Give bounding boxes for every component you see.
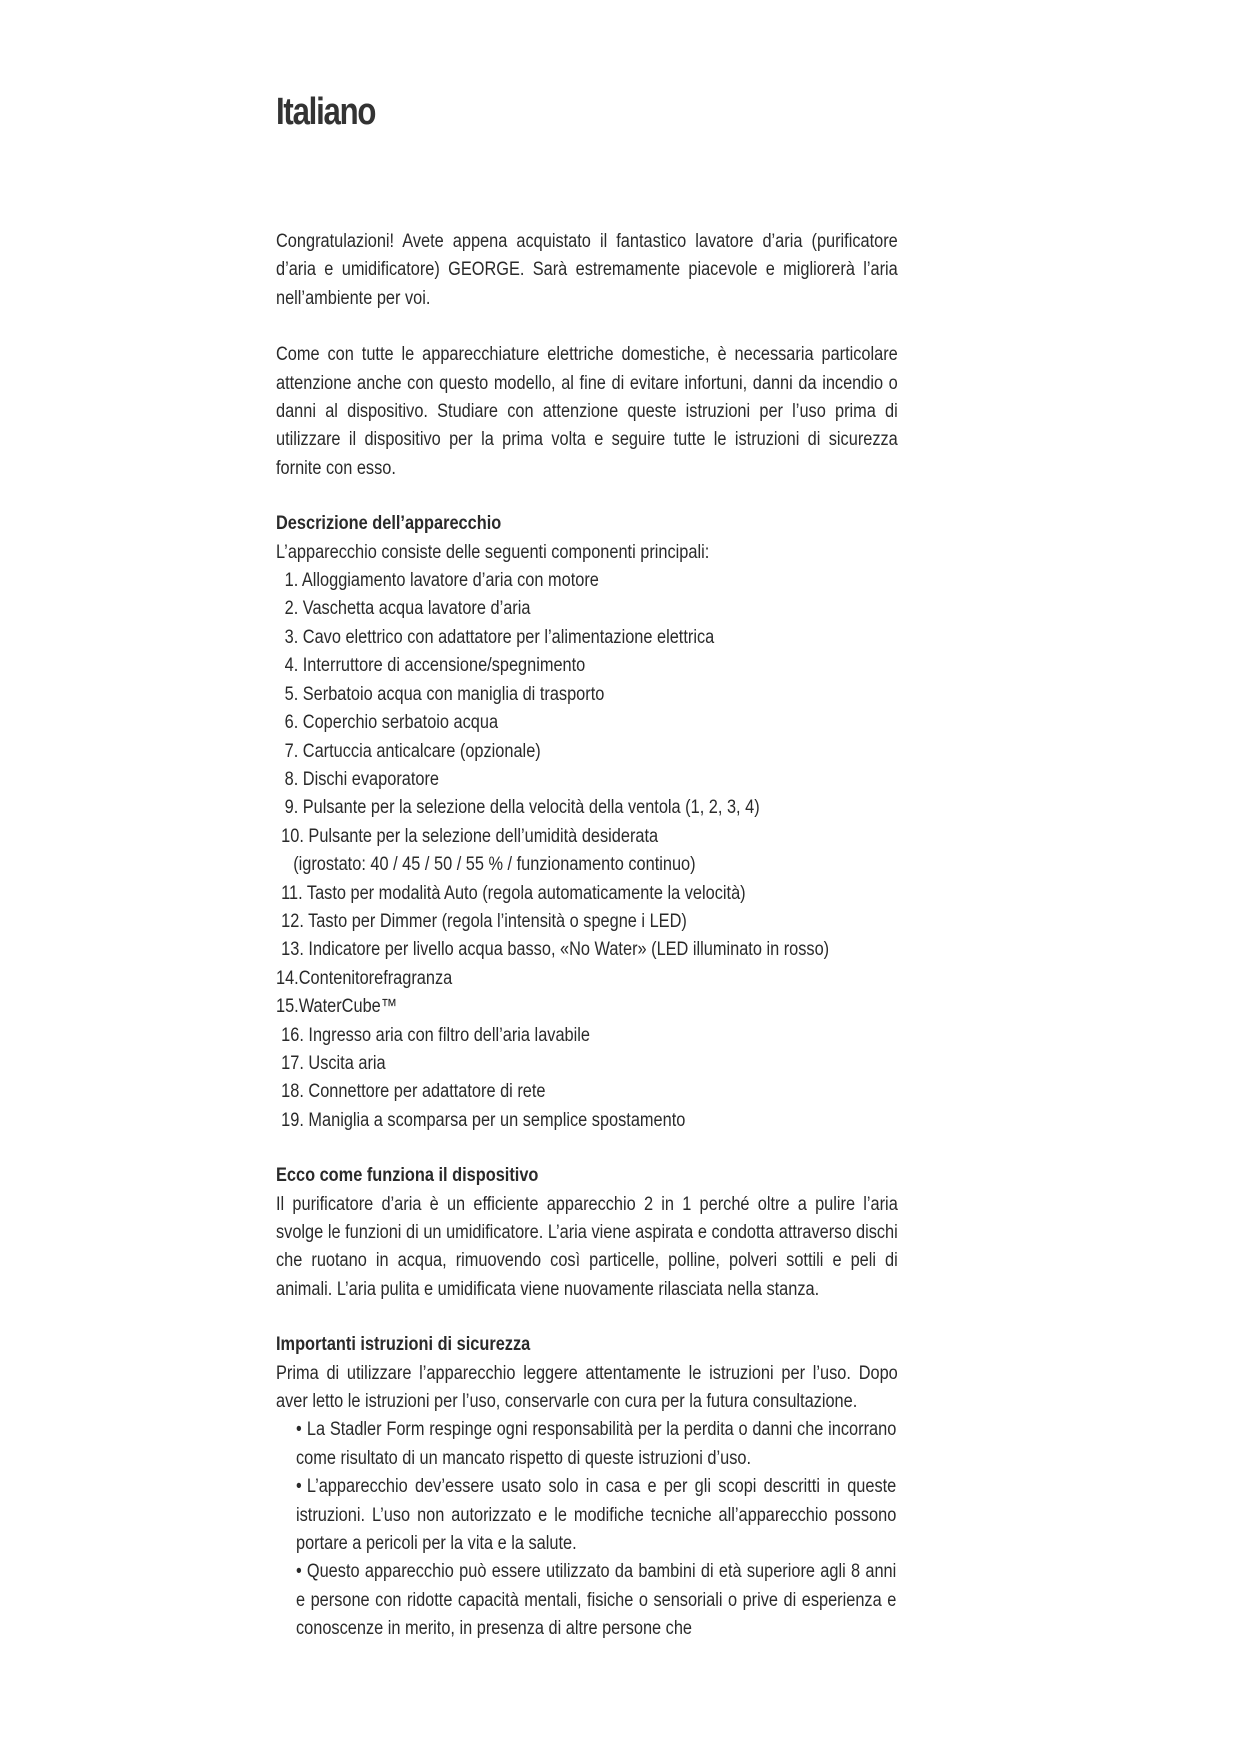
bullet-icon: • bbox=[296, 1476, 302, 1498]
safety-paragraph: Prima di utilizzare l’apparecchio leggere attentamente le istruzioni per l’uso. Dopo aver letto le istruzioni per l’uso, conservarle con cura per la futura consultazione. bbox=[276, 1362, 898, 1413]
components-list bbox=[276, 539, 830, 1136]
section-heading-safety: Importanti istruzioni di sicurezza bbox=[276, 1334, 531, 1356]
bullet-text: La Stadler Form respinge ogni responsabilità per la perdita o danni che incorrano come risultato di un mancato rispetto di queste istruzioni d’uso. bbox=[296, 1419, 897, 1469]
page-title: Italiano bbox=[276, 91, 376, 133]
list-item: 9. Pulsante per la selezione della velocità della ventola (1, 2, 3, 4) bbox=[284, 797, 760, 819]
bullet-item bbox=[296, 1473, 896, 1558]
list-item: 11. Tasto per modalità Auto (regola automaticamente la velocità) bbox=[281, 882, 746, 904]
how-it-works-paragraph: Il purificatore d’aria è un efficiente apparecchio 2 in 1 perché oltre a pulire l’aria svolge le funzioni di un umidificatore. L’aria viene aspirata e condotta attraverso dischi che ruotano in acqua, rimuovendo così particelle, polline, polveri sottili e peli di animali. L’aria pulita e umidificata viene nuovamente rilasciata nella stanza. bbox=[276, 1193, 898, 1300]
bullet-icon: • bbox=[296, 1561, 302, 1583]
list-item: 2. Vaschetta acqua lavatore d’aria bbox=[284, 598, 531, 620]
list-item: 7. Cartuccia anticalcare (opzionale) bbox=[284, 740, 541, 762]
list-item: 14.Contenitorefragranza bbox=[276, 967, 453, 989]
list-item-continuation: (igrostato: 40 / 45 / 50 / 55 % / funzionamento continuo) bbox=[293, 854, 696, 876]
bullet-text: Questo apparecchio può essere utilizzato da bambini di età superiore agli 8 anni e persone con ridotte capacità mentali, fisiche o sensoriali o prive di esperienza e conoscenze in merito, in presenza di altre persone che bbox=[296, 1561, 897, 1640]
list-item: 4. Interruttore di accensione/spegnimento bbox=[284, 655, 586, 677]
list-item: 10. Pulsante per la selezione dell’umidità desiderata bbox=[281, 825, 659, 847]
list-item: 12. Tasto per Dimmer (regola l’intensità o spegne i LED) bbox=[281, 910, 687, 932]
bullet-icon: • bbox=[296, 1419, 302, 1441]
list-item: 3. Cavo elettrico con adattatore per l’alimentazione elettrica bbox=[284, 626, 715, 648]
section-heading-how-it-works: Ecco come funziona il dispositivo bbox=[276, 1165, 539, 1187]
bullet-item bbox=[296, 1558, 896, 1643]
manual-page bbox=[276, 84, 898, 1644]
list-item: 1. Alloggiamento lavatore d’aria con motore bbox=[284, 570, 599, 592]
bullet-item bbox=[296, 1416, 896, 1473]
list-item: 8. Dischi evaporatore bbox=[284, 768, 440, 790]
list-item: 18. Connettore per adattatore di rete bbox=[281, 1081, 546, 1103]
list-item: 6. Coperchio serbatoio acqua bbox=[284, 712, 499, 734]
components-lead: L’apparecchio consiste delle seguenti componenti principali: bbox=[276, 541, 710, 563]
list-item: 5. Serbatoio acqua con maniglia di trasporto bbox=[284, 683, 605, 705]
list-item: 15.WaterCube™ bbox=[276, 996, 398, 1018]
list-item: 13. Indicatore per livello acqua basso, «No Water» (LED illuminato in rosso) bbox=[281, 939, 830, 961]
list-item: 17. Uscita aria bbox=[281, 1052, 386, 1074]
safety-bullet-list bbox=[296, 1416, 896, 1643]
bullet-text: L’apparecchio dev’essere usato solo in casa e per gli scopi descritti in queste istruzioni. L’uso non autorizzato e le modifiche tecniche all’apparecchio possono portare a pericoli per la vita e la salute. bbox=[296, 1476, 897, 1555]
list-item: 19. Maniglia a scomparsa per un semplice spostamento bbox=[281, 1109, 686, 1131]
intro-paragraph-1: Congratulazioni! Avete appena acquistato il fantastico lavatore d’aria (purificatore d’aria e umidificatore) GEORGE. Sarà estremamente piacevole e migliorerà l’aria nell’ambiente per voi. bbox=[276, 231, 898, 309]
intro-paragraph-2: Come con tutte le apparecchiature elettriche domestiche, è necessaria particolare attenzione anche con questo modello, al fine di evitare infortuni, danni da incendio o danni al dispositivo. Studiare con attenzione queste istruzioni per l’uso prima di utilizzare il dispositivo per la prima volta e seguire tutte le istruzioni di sicurezza fornite con esso. bbox=[276, 344, 898, 479]
section-heading-description: Descrizione dell’apparecchio bbox=[276, 513, 502, 535]
list-item: 16. Ingresso aria con filtro dell’aria lavabile bbox=[281, 1024, 590, 1046]
